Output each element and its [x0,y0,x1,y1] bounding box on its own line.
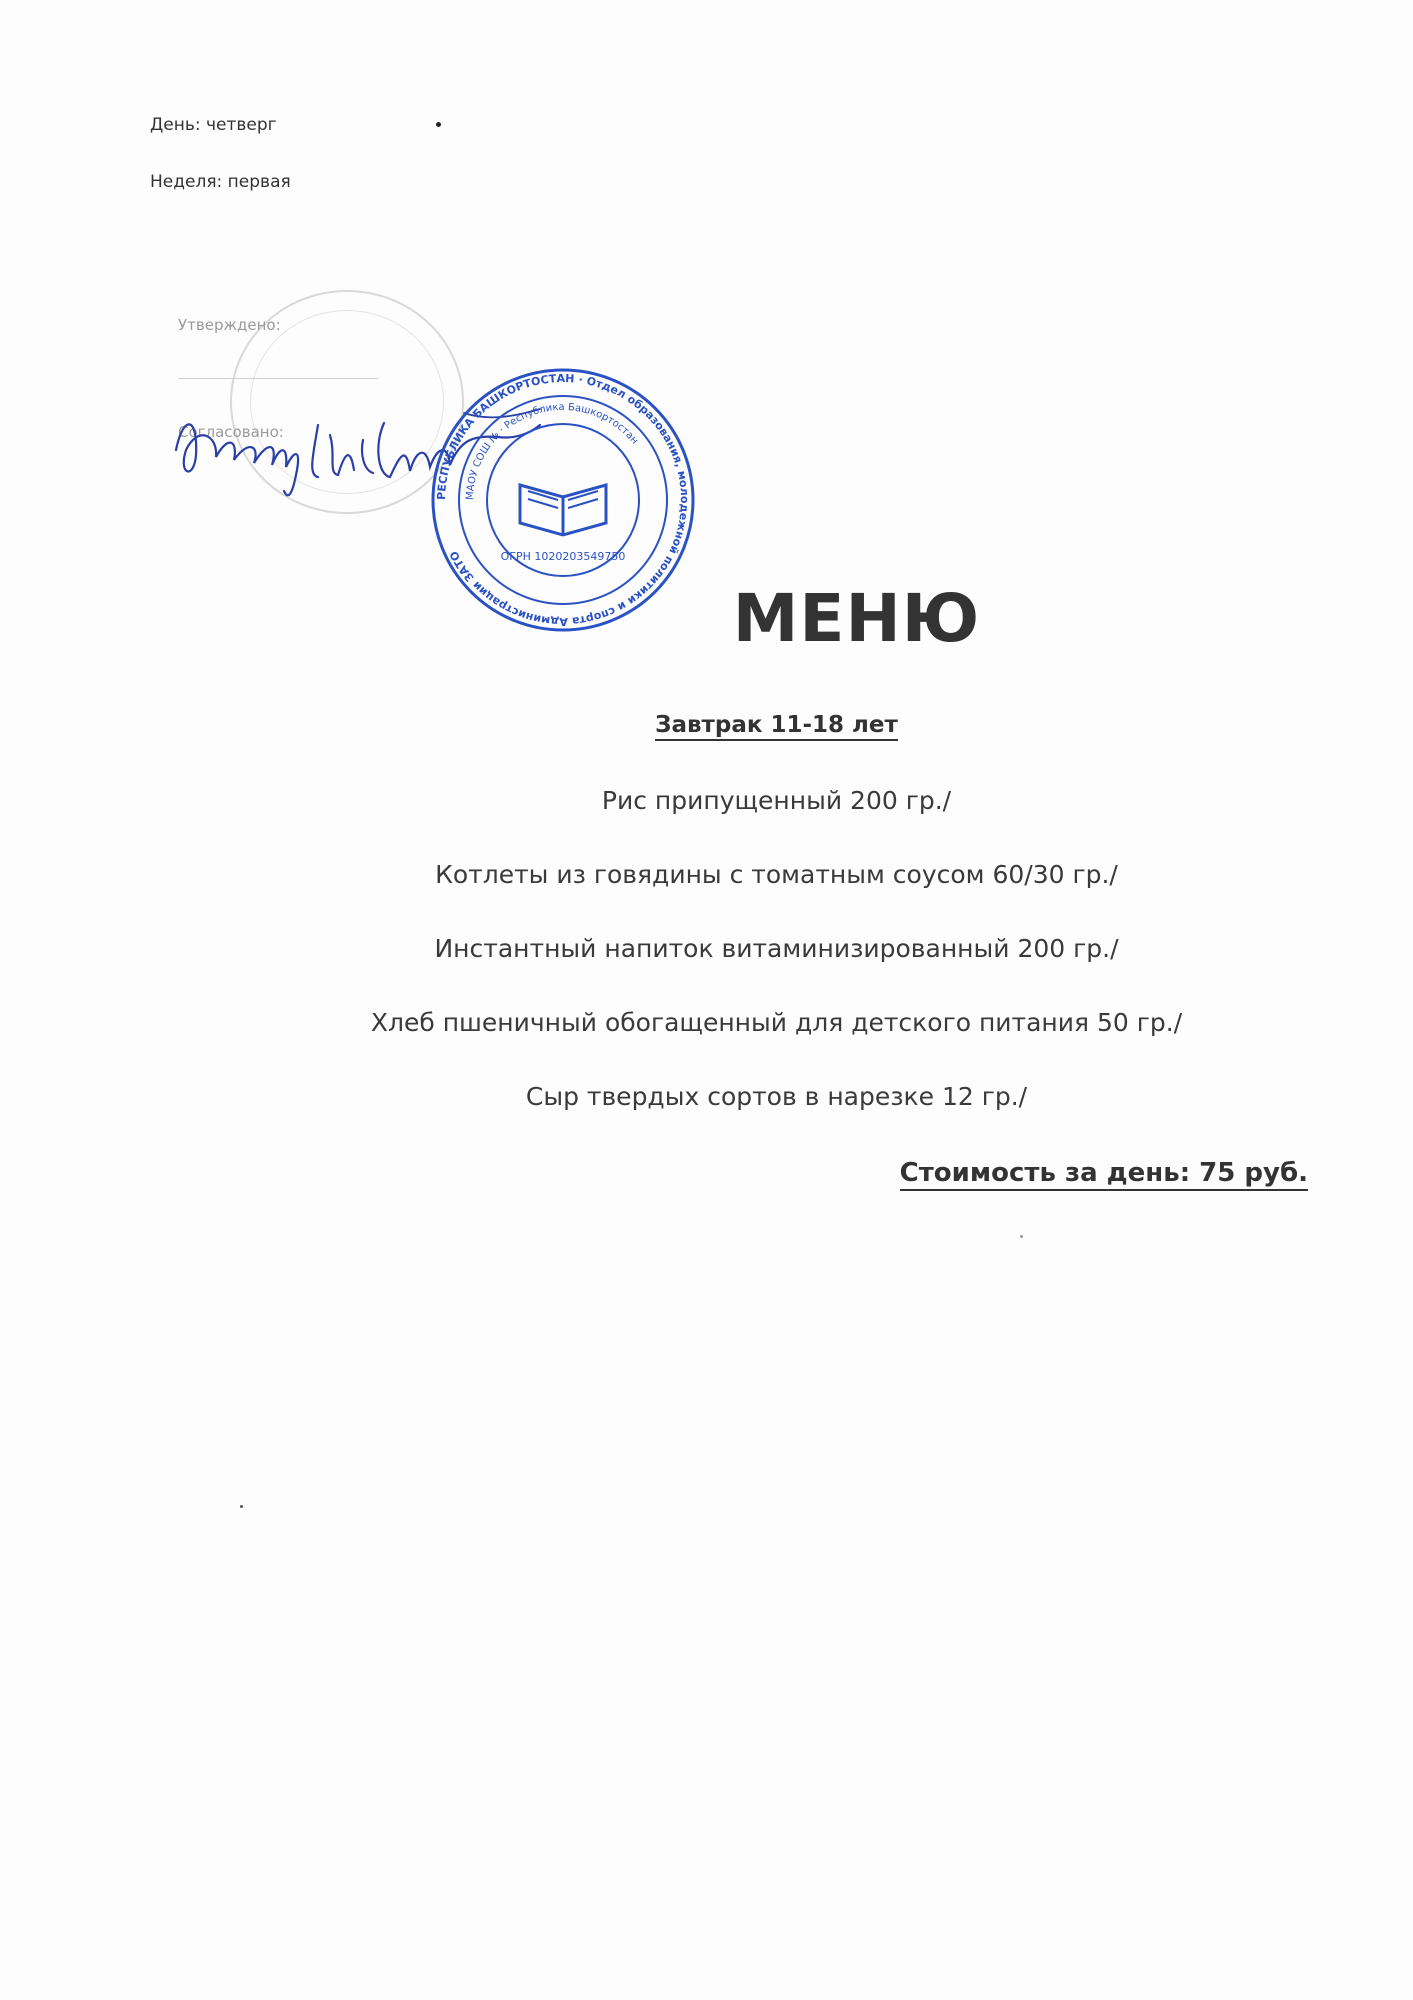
stray-dot [240,1505,243,1508]
seal-ogrn: ОГРН 1020203549750 [500,550,626,563]
menu-item: Инстантный напиток витаминизированный 200 гр./ [434,934,1119,963]
menu-item: Рис припущенный 200 гр./ [601,786,952,815]
menu-item: Хлеб пшеничный обогащенный для детского питания 50 гр./ [370,1008,1183,1037]
book-icon [520,485,606,535]
agreed-label: Согласовано: [178,423,284,441]
menu-title: МЕНЮ [732,580,981,657]
approved-sign-line [178,378,378,379]
seal-outer-text: РЕСПУБЛИКА БАШКОРТОСТАН · Отдел образования, молодежной политики и спорта Администрации ЗАТО [434,371,692,629]
daily-cost: Стоимость за день: 75 руб. [900,1158,1308,1191]
stray-dot [1020,1235,1023,1238]
approved-label: Утверждено: [178,316,281,334]
menu-item: Сыр твердых сортов в нарезке 12 гр./ [525,1082,1028,1111]
day-label: День: четверг [150,115,277,135]
menu-item: Котлеты из говядины с томатным соусом 60/30 гр./ [435,860,1118,889]
week-label: Неделя: первая [150,172,291,192]
breakfast-section-title [0,712,1413,738]
seal-inner-text: МАОУ СОШ № · Республика Башкортостан [464,401,641,501]
svg-text:МАОУ СОШ № · Республика Башкор [465,402,640,500]
breakfast-section-label: Завтрак 11-18 лет [655,712,898,741]
stray-dot [436,122,441,127]
